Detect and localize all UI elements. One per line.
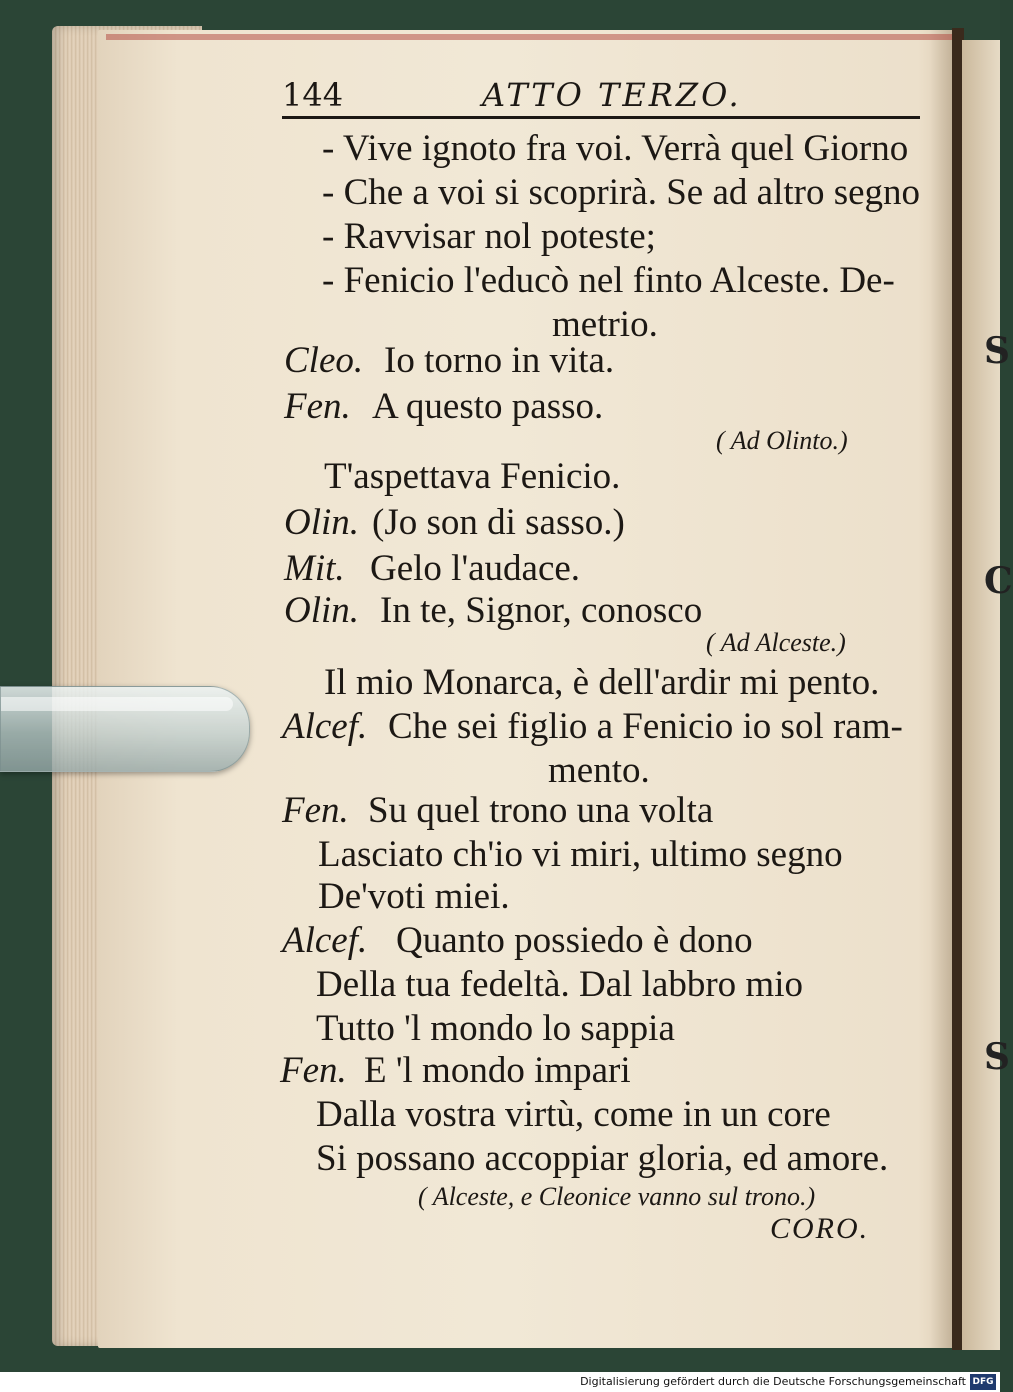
glass-page-weight: [0, 686, 250, 772]
text-line: Tutto 'l mondo lo sappia: [316, 1008, 675, 1049]
speaker-label: Cleo.: [284, 340, 364, 381]
header-rule: [282, 116, 920, 119]
speaker-label: Alcef.: [282, 920, 368, 961]
speaker-label: Olin.: [284, 590, 360, 631]
text-line: metrio.: [552, 304, 658, 345]
speaker-label: Fen.: [280, 1050, 347, 1091]
text-line: Dalla vostra virtù, come in un core: [316, 1094, 831, 1135]
text-line: Su quel trono una volta: [368, 790, 714, 831]
text-line: - Vive ignoto fra voi. Verrà quel Giorno: [322, 128, 909, 169]
speaker-label: Fen.: [284, 386, 351, 427]
page-number: 144: [282, 76, 344, 114]
text-line: (Jo son di sasso.): [372, 502, 625, 543]
text-line: De'voti miei.: [318, 876, 510, 917]
text-line: Gelo l'audace.: [370, 548, 581, 589]
text-line: E 'l mondo impari: [364, 1050, 631, 1091]
running-head: ATTO TERZO.: [482, 76, 742, 114]
text-line: Quanto possiedo è dono: [396, 920, 753, 961]
speaker-label: Olin.: [284, 502, 360, 543]
stage-direction: ( Alceste, e Cleonice vanno sul trono.): [418, 1182, 816, 1211]
text-line: Lasciato ch'io vi miri, ultimo segno: [318, 834, 843, 875]
speaker-label: Alcef.: [282, 706, 368, 747]
text-line: Della tua fedeltà. Dal labbro mio: [316, 964, 803, 1005]
text-line: T'aspettava Fenicio.: [324, 456, 621, 497]
speaker-label: Mit.: [284, 548, 345, 589]
facing-page-glyph: C: [984, 560, 1013, 602]
text-line: Si possano accoppiar gloria, ed amore.: [316, 1138, 889, 1179]
footer-credit: Digitalisierung gefördert durch die Deutsche Forschungsgemeinschaft: [580, 1375, 966, 1388]
top-edge: [106, 34, 952, 40]
text-line: - Fenicio l'educò nel finto Alceste. De-: [322, 260, 895, 301]
speaker-label: Fen.: [282, 790, 349, 831]
text-line: Io torno in vita.: [384, 340, 615, 381]
footer-bar: [0, 1372, 1000, 1392]
text-line: In te, Signor, conosco: [380, 590, 703, 631]
dfg-logo: DFG: [970, 1374, 996, 1390]
text-line: mento.: [548, 750, 650, 791]
text-line: Il mio Monarca, è dell'ardir mi pento.: [324, 662, 880, 703]
facing-page-strip: [962, 40, 1000, 1350]
text-line: - Ravvisar nol poteste;: [322, 216, 656, 257]
chorus-heading: CORO.: [770, 1212, 870, 1245]
text-line: Che sei figlio a Fenicio io sol ram-: [388, 706, 903, 747]
facing-page-glyph: S: [984, 1036, 1010, 1078]
facing-page-glyph: S: [984, 330, 1010, 372]
text-line: A questo passo.: [372, 386, 604, 427]
page-header: [282, 76, 922, 124]
stage-direction: ( Ad Alceste.): [706, 628, 846, 657]
text-line: - Che a voi si scoprirà. Se ad altro segno: [322, 172, 921, 213]
stage-direction: ( Ad Olinto.): [716, 426, 848, 455]
